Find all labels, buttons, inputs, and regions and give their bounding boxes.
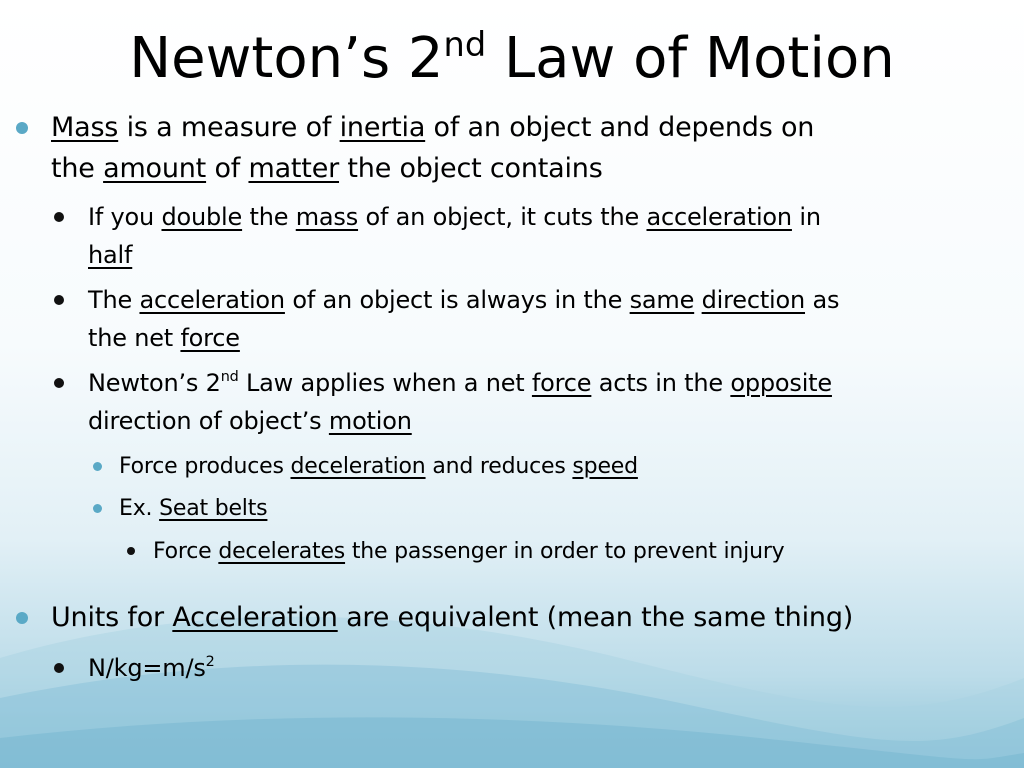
bullet-text-line: Mass is a measure of inertia of an object and depends on [51,112,815,143]
bullet-text-line: The acceleration of an object is always in the same direction as [88,286,840,314]
bullet-dot [54,663,64,673]
bullet-dot [127,547,135,555]
bullet-dot [54,295,64,305]
bullet-text-line: the amount of matter the object contains [51,153,603,184]
bullet-text-line: If you double the mass of an object, it cuts the acceleration in [88,203,821,231]
slide-title: Newton’s 2nd Law of Motion [129,24,895,91]
bullet-dot [16,612,28,624]
bullet-dot [16,122,28,134]
bullet-text-line: the net force [88,324,240,352]
bullet-dot [93,504,102,513]
bullet-dot [54,212,64,222]
bullet-text-line: direction of object’s motion [88,407,412,435]
bullet-text-line: $N/kg=m/s^2$ [88,654,215,682]
bullet-text-line: Units for Acceleration are equivalent (mean the same thing) [51,602,854,633]
bullet-text-line: Force decelerates the passenger in order to prevent injury [153,539,785,564]
bullet-text-line: half [88,241,133,269]
bullet-dot [54,378,64,388]
bullet-text-line: Ex. Seat belts [119,496,268,521]
bullet-text-line: Newton’s 2nd Law applies when a net force acts in the opposite [88,369,832,397]
bullet-dot [93,462,102,471]
bullet-text-line: Force produces deceleration and reduces speed [119,454,638,479]
